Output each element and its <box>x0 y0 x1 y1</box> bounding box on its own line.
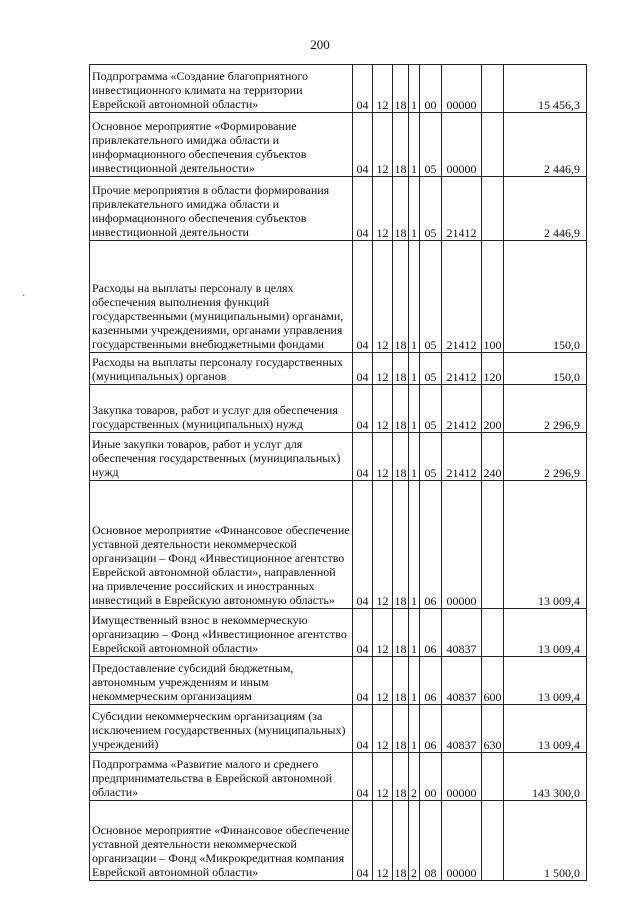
row-section: 04 <box>353 753 373 801</box>
row-expense-type: 200 <box>482 385 504 433</box>
row-name: Предоставление субсидий бюджетным, автономным учреждениям и иным некоммерческим организациям <box>90 657 353 705</box>
row-name: Подпрограмма «Создание благоприятного инвестиционного климата на территории Еврейской автономной области» <box>90 65 353 113</box>
table-row <box>90 753 587 801</box>
row-subsection: 12 <box>373 65 393 113</box>
row-direction-code: 00000 <box>442 113 482 177</box>
row-program-code: 18 <box>393 801 409 881</box>
row-expense-type: 600 <box>482 657 504 705</box>
row-direction-code: 00000 <box>442 65 482 113</box>
row-program-code: 18 <box>393 177 409 241</box>
row-amount: 13 009,4 <box>504 657 587 705</box>
row-subsection: 12 <box>373 481 393 609</box>
row-amount: 13 009,4 <box>504 481 587 609</box>
row-section: 04 <box>353 241 373 353</box>
row-subprogram-code: 1 <box>409 177 420 241</box>
row-name: Основное мероприятие «Финансовое обеспечение уставной деятельности некоммерческой организации – Фонд «Инвестиционное агентство Еврейской автономной области», направленной на привлечение российских и иностранных инвестиций в Еврейскую автономную область» <box>90 481 353 609</box>
row-name: Прочие мероприятия в области формирования привлекательного имиджа области и информационного обеспечения субъектов инвестиционной деятельности <box>90 177 353 241</box>
row-expense-type: 100 <box>482 241 504 353</box>
row-subsection: 12 <box>373 241 393 353</box>
row-section: 04 <box>353 705 373 753</box>
row-subprogram-code: 2 <box>409 801 420 881</box>
row-section: 04 <box>353 433 373 481</box>
row-name: Расходы на выплаты персоналу в целях обеспечения выполнения функций государственными (муниципальными) органами, казенными учреждениями, органами управления государственными внебюджетными фондами <box>90 241 353 353</box>
row-subsection: 12 <box>373 801 393 881</box>
row-subsection: 12 <box>373 657 393 705</box>
row-subsection: 12 <box>373 705 393 753</box>
row-amount: 150,0 <box>504 241 587 353</box>
row-direction-code: 21412 <box>442 433 482 481</box>
row-expense-type: 240 <box>482 433 504 481</box>
row-activity-code: 00 <box>420 65 442 113</box>
row-subprogram-code: 1 <box>409 65 420 113</box>
row-direction-code: 21412 <box>442 385 482 433</box>
budget-table <box>89 64 587 881</box>
row-program-code: 18 <box>393 481 409 609</box>
row-activity-code: 05 <box>420 353 442 385</box>
row-amount: 2 446,9 <box>504 177 587 241</box>
table-row <box>90 609 587 657</box>
row-subsection: 12 <box>373 753 393 801</box>
row-activity-code: 00 <box>420 753 442 801</box>
table-row <box>90 433 587 481</box>
row-section: 04 <box>353 385 373 433</box>
row-program-code: 18 <box>393 753 409 801</box>
row-section: 04 <box>353 65 373 113</box>
row-activity-code: 05 <box>420 113 442 177</box>
row-section: 04 <box>353 801 373 881</box>
row-program-code: 18 <box>393 609 409 657</box>
row-activity-code: 05 <box>420 241 442 353</box>
row-section: 04 <box>353 113 373 177</box>
row-subprogram-code: 1 <box>409 609 420 657</box>
row-name: Субсидии некоммерческим организациям (за исключением государственных (муниципальных) учреждений) <box>90 705 353 753</box>
row-name: Подпрограмма «Развитие малого и среднего предпринимательства в Еврейской автономной области» <box>90 753 353 801</box>
row-activity-code: 06 <box>420 705 442 753</box>
row-program-code: 18 <box>393 433 409 481</box>
row-amount: 2 446,9 <box>504 113 587 177</box>
row-subprogram-code: 1 <box>409 353 420 385</box>
row-amount: 150,0 <box>504 353 587 385</box>
row-subsection: 12 <box>373 433 393 481</box>
row-program-code: 18 <box>393 657 409 705</box>
row-subprogram-code: 1 <box>409 705 420 753</box>
row-direction-code: 40837 <box>442 657 482 705</box>
row-subprogram-code: 2 <box>409 753 420 801</box>
row-name: Основное мероприятие «Финансовое обеспечение уставной деятельности некоммерческой организации – Фонд «Микрокредитная компания Еврейской автономной области» <box>90 801 353 881</box>
row-expense-type <box>482 65 504 113</box>
row-program-code: 18 <box>393 705 409 753</box>
table-row <box>90 177 587 241</box>
row-subsection: 12 <box>373 609 393 657</box>
table-row <box>90 241 587 353</box>
row-amount: 2 296,9 <box>504 433 587 481</box>
table-row <box>90 385 587 433</box>
row-subsection: 12 <box>373 177 393 241</box>
row-direction-code: 40837 <box>442 609 482 657</box>
row-amount: 1 500,0 <box>504 801 587 881</box>
table-row <box>90 801 587 881</box>
page-number: 200 <box>310 37 330 52</box>
row-section: 04 <box>353 609 373 657</box>
row-section: 04 <box>353 657 373 705</box>
row-amount: 13 009,4 <box>504 705 587 753</box>
row-amount: 15 456,3 <box>504 65 587 113</box>
row-subprogram-code: 1 <box>409 385 420 433</box>
row-name: Иные закупки товаров, работ и услуг для обеспечения государственных (муниципальных) нужд <box>90 433 353 481</box>
row-expense-type <box>482 113 504 177</box>
row-subprogram-code: 1 <box>409 433 420 481</box>
row-program-code: 18 <box>393 113 409 177</box>
row-direction-code: 00000 <box>442 753 482 801</box>
row-amount: 13 009,4 <box>504 609 587 657</box>
row-subsection: 12 <box>373 385 393 433</box>
row-activity-code: 05 <box>420 385 442 433</box>
row-activity-code: 08 <box>420 801 442 881</box>
margin-mark: · <box>22 291 26 302</box>
table-row <box>90 657 587 705</box>
row-expense-type: 630 <box>482 705 504 753</box>
row-section: 04 <box>353 353 373 385</box>
row-direction-code: 00000 <box>442 481 482 609</box>
row-activity-code: 06 <box>420 481 442 609</box>
row-program-code: 18 <box>393 65 409 113</box>
table-row <box>90 353 587 385</box>
row-activity-code: 06 <box>420 657 442 705</box>
row-amount: 143 300,0 <box>504 753 587 801</box>
row-subprogram-code: 1 <box>409 657 420 705</box>
row-direction-code: 21412 <box>442 241 482 353</box>
row-expense-type <box>482 481 504 609</box>
table-row <box>90 113 587 177</box>
row-name: Закупка товаров, работ и услуг для обеспечения государственных (муниципальных) нужд <box>90 385 353 433</box>
row-section: 04 <box>353 177 373 241</box>
row-activity-code: 06 <box>420 609 442 657</box>
row-section: 04 <box>353 481 373 609</box>
row-expense-type: 120 <box>482 353 504 385</box>
row-subprogram-code: 1 <box>409 241 420 353</box>
row-activity-code: 05 <box>420 177 442 241</box>
row-expense-type <box>482 753 504 801</box>
row-expense-type <box>482 177 504 241</box>
row-program-code: 18 <box>393 385 409 433</box>
row-direction-code: 40837 <box>442 705 482 753</box>
table-row <box>90 65 587 113</box>
row-subprogram-code: 1 <box>409 481 420 609</box>
row-direction-code: 00000 <box>442 801 482 881</box>
table-row <box>90 705 587 753</box>
row-name: Основное мероприятие «Формирование привлекательного имиджа области и информационного обеспечения субъектов инвестиционной деятельности» <box>90 113 353 177</box>
row-direction-code: 21412 <box>442 353 482 385</box>
row-expense-type <box>482 801 504 881</box>
row-amount: 2 296,9 <box>504 385 587 433</box>
row-program-code: 18 <box>393 241 409 353</box>
row-program-code: 18 <box>393 353 409 385</box>
row-expense-type <box>482 609 504 657</box>
row-subsection: 12 <box>373 353 393 385</box>
row-name: Расходы на выплаты персоналу государственных (муниципальных) органов <box>90 353 353 385</box>
table-row <box>90 481 587 609</box>
row-activity-code: 05 <box>420 433 442 481</box>
row-subsection: 12 <box>373 113 393 177</box>
row-subprogram-code: 1 <box>409 113 420 177</box>
row-name: Имущественный взнос в некоммерческую организацию – Фонд «Инвестиционное агентство Еврейской автономной области» <box>90 609 353 657</box>
row-direction-code: 21412 <box>442 177 482 241</box>
